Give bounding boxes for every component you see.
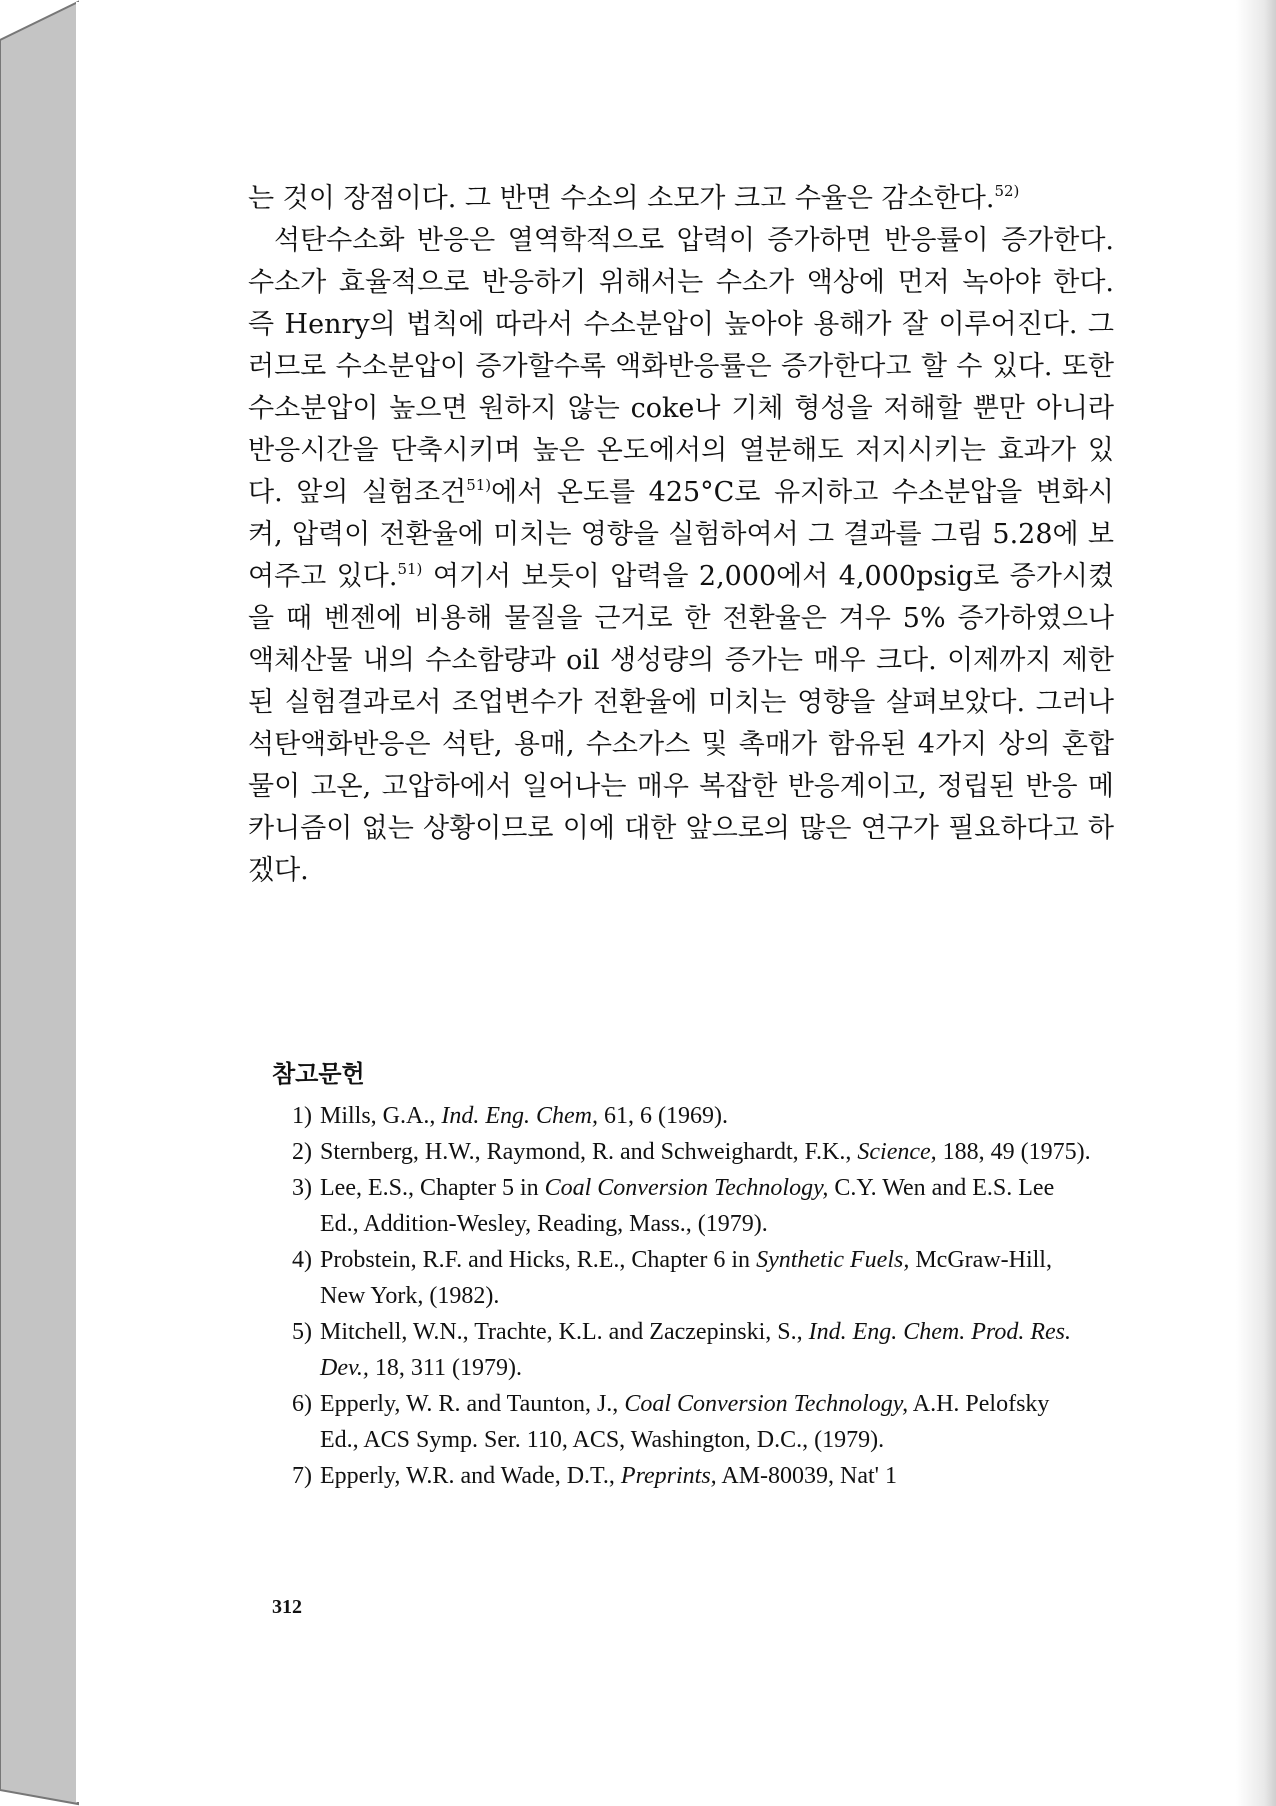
reference-authors: Sternberg, H.W., Raymond, R. and Schweighardt, F.K., bbox=[320, 1139, 858, 1165]
reference-number: 3) bbox=[292, 1175, 312, 1201]
citation: 51) bbox=[466, 476, 492, 494]
reference-text bbox=[320, 1242, 1092, 1314]
paragraph-2-text-a: 석탄수소화 반응은 열역학적으로 압력이 증가하면 반응률이 증가한다. 수소가 효율적으로 반응하기 위해서는 수소가 액상에 먼저 녹아야 한다. 즉 Henry의 법칙에 따라서 수소분압이 높아야 용해가 잘 이루어진다. 그러므로 수소분압이 증가할수록 액화반응률은 증가한다고 할 수 있다. 또한 수소분압이 높으면 원하지 않는 coke나 기체 형성을 저해할 뿐만 아니라 반응시간을 단축시키며 높은 온도에서의 열분해도 저지시키는 효과가 있다. 앞의 실험조건 bbox=[248, 225, 1114, 508]
paragraph-2 bbox=[248, 220, 1114, 892]
reference-details: AM-80039, Nat' 1 bbox=[716, 1463, 898, 1489]
reference-details: 61, 6 (1969). bbox=[598, 1103, 728, 1129]
page-number: 312 bbox=[272, 1596, 302, 1618]
reference-details: A.H. Pelofsky Ed., ACS Symp. Ser. 110, ACS, Washington, D.C., (1979). bbox=[320, 1391, 1050, 1453]
reference-source: Synthetic Fuels, bbox=[756, 1247, 910, 1273]
reference-authors: Epperly, W.R. and Wade, D.T., bbox=[320, 1463, 621, 1489]
reference-authors: Mills, G.A., bbox=[320, 1103, 442, 1129]
paragraph-1 bbox=[248, 178, 1114, 220]
references-title: 참고문헌 bbox=[272, 1060, 365, 1088]
reference-details: 18, 311 (1979). bbox=[368, 1355, 522, 1381]
paragraph-2-text-b: 에서 온도를 425°C로 유지하고 수소분압을 변화시켜, 압력이 전환율에 미치는 영향을 실험하여서 그 결과를 그림 5.28에 보여주고 있다. bbox=[248, 477, 1114, 592]
reference-item bbox=[272, 1134, 1092, 1170]
reference-text bbox=[320, 1314, 1092, 1386]
reference-source: Coal Conversion Technology, bbox=[544, 1175, 829, 1201]
reference-item bbox=[272, 1314, 1092, 1386]
page-edge-shadow bbox=[1236, 0, 1276, 1806]
reference-number: 7) bbox=[292, 1463, 312, 1489]
reference-source: Ind. Eng. Chem. Prod. Res. Dev., bbox=[320, 1319, 1072, 1381]
reference-text bbox=[320, 1170, 1092, 1242]
reference-authors: Mitchell, W.N., Trachte, K.L. and Zaczepinski, S., bbox=[320, 1319, 809, 1345]
reference-source: Science, bbox=[857, 1139, 937, 1165]
body-text bbox=[248, 178, 1114, 892]
reference-source: Coal Conversion Technology, bbox=[624, 1391, 909, 1417]
citation: 51) bbox=[397, 560, 423, 578]
reference-details: McGraw-Hill, New York, (1982). bbox=[320, 1247, 1052, 1309]
reference-authors: Epperly, W. R. and Taunton, J., bbox=[320, 1391, 625, 1417]
reference-details: 188, 49 (1975). bbox=[936, 1139, 1091, 1165]
reference-authors: Lee, E.S., Chapter 5 in bbox=[320, 1175, 545, 1201]
reference-details: C.Y. Wen and E.S. Lee Ed., Addition-Wesley, Reading, Mass., (1979). bbox=[320, 1175, 1055, 1237]
references-section bbox=[272, 1056, 1092, 1494]
reference-text bbox=[320, 1386, 1092, 1458]
citation: 52) bbox=[994, 182, 1020, 200]
book-spine bbox=[0, 0, 80, 1806]
paragraph-2-text-c: 여기서 보듯이 압력을 2,000에서 4,000psig로 증가시켰을 때 벤젠에 비용해 물질을 근거로 한 전환율은 겨우 5% 증가하였으나 액체산물 내의 수소함량과 oil 생성량의 증가는 매우 크다. 이제까지 제한된 실험결과로서 조업변수가 전환율에 미치는 영향을 살펴보았다. 그러나 석탄액화반응은 석탄, 용매, 수소가스 및 촉매가 함유된 4가지 상의 혼합물이 고온, 고압하에서 일어나는 매우 복잡한 반응계이고, 정립된 반응 메카니즘이 없는 상황이므로 이에 대한 앞으로의 많은 연구가 필요하다고 하겠다. bbox=[248, 561, 1114, 886]
reference-authors: Probstein, R.F. and Hicks, R.E., Chapter 6 in bbox=[320, 1247, 757, 1273]
paragraph-1-text: 는 것이 장점이다. 그 반면 수소의 소모가 크고 수율은 감소한다. bbox=[248, 183, 995, 214]
reference-text bbox=[320, 1098, 1092, 1134]
reference-number: 2) bbox=[292, 1139, 312, 1165]
reference-item bbox=[272, 1386, 1092, 1458]
reference-list bbox=[272, 1098, 1092, 1494]
reference-source: Preprints, bbox=[620, 1463, 717, 1489]
reference-item bbox=[272, 1170, 1092, 1242]
reference-item bbox=[272, 1098, 1092, 1134]
reference-item bbox=[272, 1458, 1092, 1494]
reference-number: 5) bbox=[292, 1319, 312, 1345]
reference-text bbox=[320, 1458, 1092, 1494]
reference-number: 6) bbox=[292, 1391, 312, 1417]
reference-number: 4) bbox=[292, 1247, 312, 1273]
reference-number: 1) bbox=[292, 1103, 312, 1129]
reference-source: Ind. Eng. Chem, bbox=[441, 1103, 599, 1129]
reference-item bbox=[272, 1242, 1092, 1314]
reference-text bbox=[320, 1134, 1092, 1170]
